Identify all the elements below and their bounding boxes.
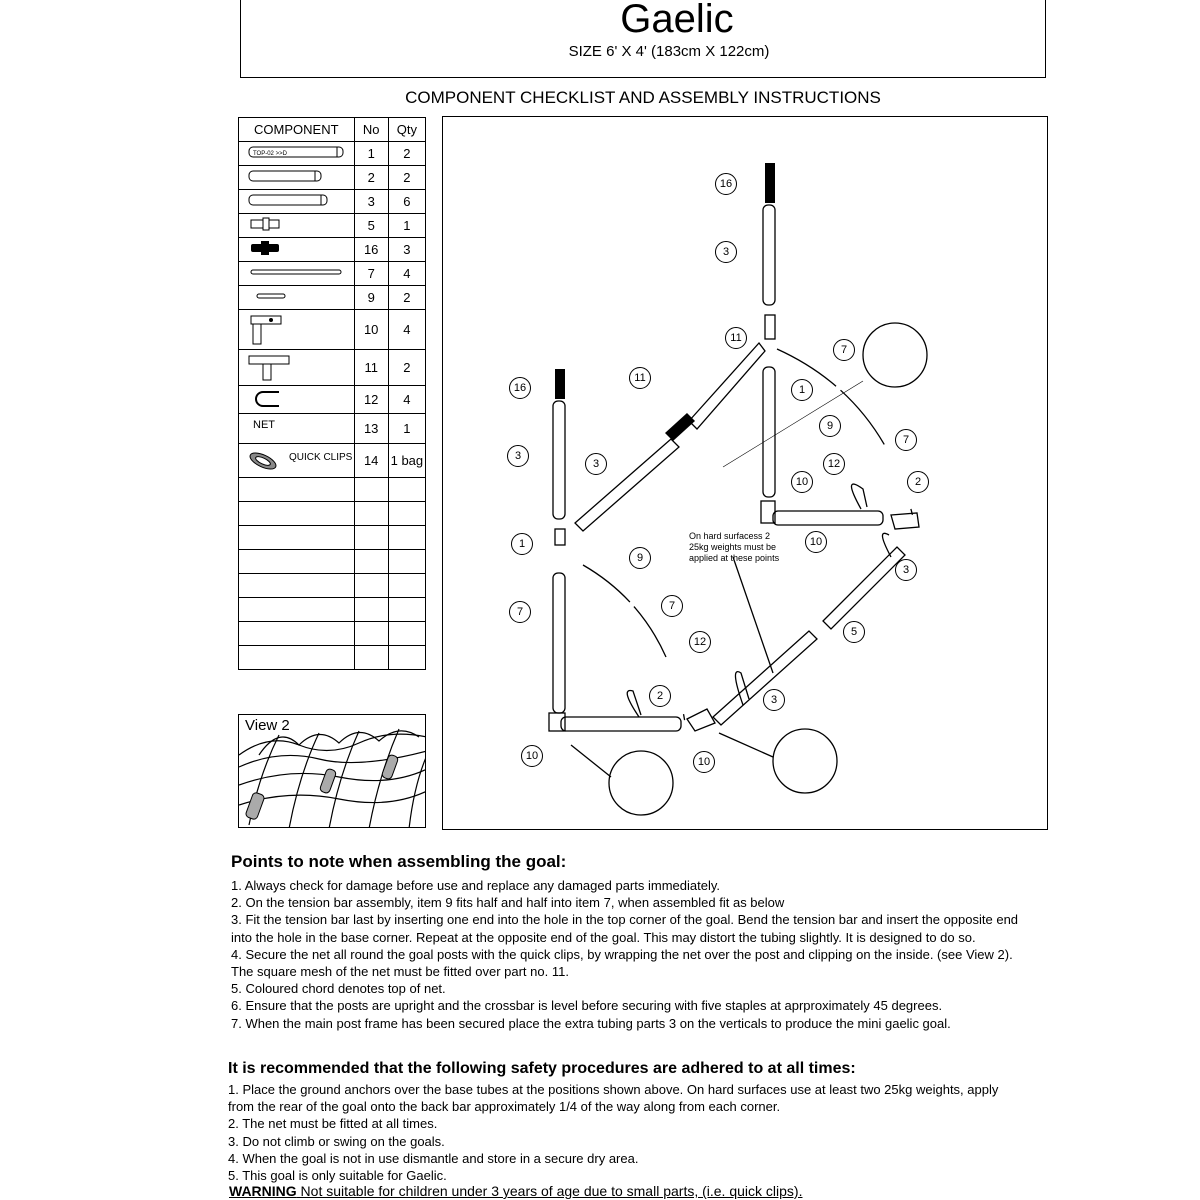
part-qty: 1: [388, 414, 425, 444]
tube-icon: [239, 166, 355, 190]
table-row: [239, 166, 426, 190]
part-callout: 2: [907, 471, 929, 493]
part-callout: 12: [689, 631, 711, 653]
part-qty: 6: [388, 190, 425, 214]
part-callout: 3: [763, 689, 785, 711]
part-no: 7: [354, 262, 388, 286]
part-callout: 10: [805, 531, 827, 553]
part-callout: 3: [507, 445, 529, 467]
tube-icon: [239, 190, 355, 214]
list-item: 1. Place the ground anchors over the base tubes at the positions shown above. On hard surfaces use at least two 25kg weights, apply: [228, 1082, 999, 1097]
svg-text:TOP-02 >>D: TOP-02 >>D: [253, 151, 288, 157]
list-item: The square mesh of the net must be fitted over part no. 11.: [231, 964, 569, 980]
part-no: 2: [354, 166, 388, 190]
empty-row: [239, 574, 426, 598]
view2-panel: [238, 714, 426, 828]
part-qty: 1: [388, 214, 425, 238]
part-callout: 2: [649, 685, 671, 707]
table-row: [239, 286, 426, 310]
clip-cell: [239, 444, 355, 478]
part-qty: 2: [388, 142, 425, 166]
table-row: [239, 386, 426, 414]
part-no: 3: [354, 190, 388, 214]
table-row: [239, 310, 426, 350]
t-joint-icon: [239, 350, 355, 386]
part-no: 11: [354, 350, 388, 386]
part-qty: 1 bag: [388, 444, 425, 478]
list-item: 5. This goal is only suitable for Gaelic.: [228, 1168, 447, 1184]
empty-row: [239, 526, 426, 550]
part-callout: 11: [629, 367, 651, 389]
part-qty: 4: [388, 262, 425, 286]
part-callout: 10: [791, 471, 813, 493]
part-callout: 3: [715, 241, 737, 263]
list-item: 2. The net must be fitted at all times.: [228, 1116, 438, 1132]
part-callout: 10: [693, 751, 715, 773]
part-qty: 2: [388, 350, 425, 386]
size-subtitle: SIZE 6' X 4' (183cm X 122cm): [568, 43, 770, 60]
part-callout: 1: [791, 379, 813, 401]
part-callout: 3: [585, 453, 607, 475]
list-item: 6. Ensure that the posts are upright and the crossbar is level before securing with five staples at aprproximately 45 degrees.: [231, 998, 943, 1014]
view2-label: View 2: [245, 717, 290, 734]
title-box: [240, 0, 1046, 78]
empty-row: [239, 598, 426, 622]
part-no: 14: [354, 444, 388, 478]
header-component: COMPONENT: [239, 118, 355, 142]
empty-row: [239, 646, 426, 670]
part-qty: 2: [388, 166, 425, 190]
part-qty: 2: [388, 286, 425, 310]
part-callout: 16: [715, 173, 737, 195]
connector-icon: [239, 214, 355, 238]
joiner-icon: [239, 238, 355, 262]
short-rod-icon: [239, 286, 355, 310]
table-row: [239, 262, 426, 286]
part-callout: 7: [509, 601, 531, 623]
part-no: 5: [354, 214, 388, 238]
component-table: [238, 117, 426, 670]
empty-row: [239, 478, 426, 502]
part-no: 9: [354, 286, 388, 310]
list-item: 5. Coloured chord denotes top of net.: [231, 981, 446, 997]
empty-row: [239, 502, 426, 526]
table-row: [239, 214, 426, 238]
part-callout: 3: [895, 559, 917, 581]
part-no: 10: [354, 310, 388, 350]
list-item: into the hole in the base corner. Repeat at the opposite end of the goal. This may distort the tubing slightly. It is designed to do so.: [231, 929, 976, 945]
list-item: 4. When the goal is not in use dismantle and store in a secure dry area.: [228, 1150, 639, 1166]
part-callout: 7: [661, 595, 683, 617]
empty-row: [239, 550, 426, 574]
clip-icon: [245, 446, 285, 476]
part-qty: 3: [388, 238, 425, 262]
safety-list: [228, 1081, 1068, 1184]
empty-row: [239, 622, 426, 646]
checklist-heading: COMPONENT CHECKLIST AND ASSEMBLY INSTRUCTIONS: [405, 88, 881, 107]
header-qty: Qty: [388, 118, 425, 142]
elbow-icon: [239, 310, 355, 350]
page-title: Gaelic: [620, 0, 734, 41]
points-list: [231, 877, 1071, 1032]
part-callout: 16: [509, 377, 531, 399]
safety-heading: It is recommended that the following safety procedures are adhered to at all times:: [228, 1060, 856, 1077]
warning-line: [229, 1183, 802, 1199]
list-item: 1. Always check for damage before use and replace any damaged parts immediately.: [231, 878, 720, 893]
weights-note: On hard surfacess 2 25kg weights must be applied at these points: [689, 531, 780, 563]
goal-frame-drawing: [443, 117, 1049, 831]
list-item: 7. When the main post frame has been secured place the extra tubing parts 3 on the verticals to produce the mini gaelic goal.: [231, 1015, 951, 1031]
part-callout: 9: [629, 547, 651, 569]
long-tube-label-icon: [239, 142, 355, 166]
table-header-row: [239, 118, 426, 142]
table-row: [239, 444, 426, 478]
points-heading: Points to note when assembling the goal:: [231, 852, 567, 871]
net-cell: [239, 414, 355, 444]
table-row: [239, 190, 426, 214]
u-staple-icon: [239, 386, 355, 414]
list-item: from the rear of the goal onto the back bar approximately 1/4 of the way along from each corner.: [228, 1099, 781, 1115]
part-callout: 5: [843, 621, 865, 643]
part-no: 12: [354, 386, 388, 414]
part-no: 1: [354, 142, 388, 166]
warning-label: WARNING: [229, 1183, 297, 1199]
part-qty: 4: [388, 386, 425, 414]
part-no: 16: [354, 238, 388, 262]
part-callout: 10: [521, 745, 543, 767]
warning-text: Not suitable for children under 3 years of age due to small parts, (i.e. quick clips).: [296, 1183, 803, 1199]
list-item: 4. Secure the net all round the goal posts with the quick clips, by wrapping the net over the post and clipping on the inside. (see View 2).: [231, 946, 1013, 962]
part-callout: 7: [833, 339, 855, 361]
part-callout: 9: [819, 415, 841, 437]
net-label: NET: [253, 419, 275, 431]
part-callout: 1: [511, 533, 533, 555]
part-callout: 12: [823, 453, 845, 475]
header-no: No: [354, 118, 388, 142]
table-row: [239, 414, 426, 444]
part-callout: 11: [725, 327, 747, 349]
part-qty: 4: [388, 310, 425, 350]
part-no: 13: [354, 414, 388, 444]
rod-icon: [239, 262, 355, 286]
part-callout: 7: [895, 429, 917, 451]
list-item: 3. Fit the tension bar last by inserting one end into the hole in the top corner of the goal. Bend the tension bar and insert the opposite end: [231, 912, 1019, 928]
table-row: [239, 350, 426, 386]
list-item: 3. Do not climb or swing on the goals.: [228, 1133, 445, 1149]
quick-clips-label: QUICK CLIPS: [289, 452, 353, 463]
table-row: [239, 238, 426, 262]
table-row: [239, 142, 426, 166]
assembly-diagram: [442, 116, 1048, 830]
list-item: 2. On the tension bar assembly, item 9 fits half and half into item 7, when assembled fit as below: [231, 895, 785, 911]
